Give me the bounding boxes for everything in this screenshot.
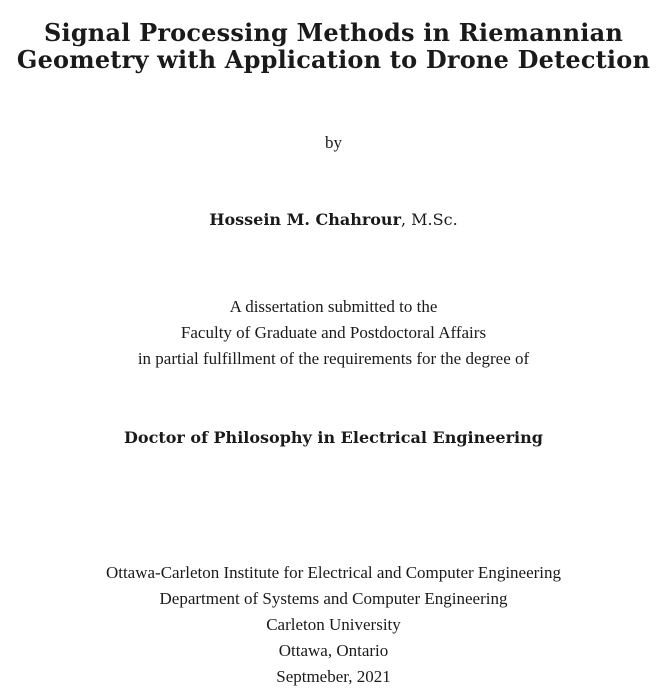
submission-date: Septmeber, 2021 [276, 667, 391, 686]
submission-line-2: Faculty of Graduate and Postdoctoral Affairs [180, 323, 487, 342]
title-line-2: Geometry with Application to Drone Detection [16, 45, 651, 74]
department-name: Department of Systems and Computer Engineering [159, 589, 508, 608]
location: Ottawa, Ontario [278, 641, 389, 660]
by-label: by [325, 133, 342, 152]
submission-line-1: A dissertation submitted to the [229, 297, 438, 316]
institute-name: Ottawa-Carleton Institute for Electrical and Computer Engineering [105, 563, 562, 582]
author [0, 210, 667, 229]
degree-name: Doctor of Philosophy in Electrical Engineering [124, 428, 543, 447]
author-name: Hossein M. Chahrour [209, 210, 401, 229]
university-name: Carleton University [266, 615, 401, 634]
title-line-1: Signal Processing Methods in Riemannian [43, 18, 624, 47]
submission-line-3: in partial fulfillment of the requirements for the degree of [137, 349, 530, 368]
author-degree: , M.Sc. [401, 210, 458, 229]
